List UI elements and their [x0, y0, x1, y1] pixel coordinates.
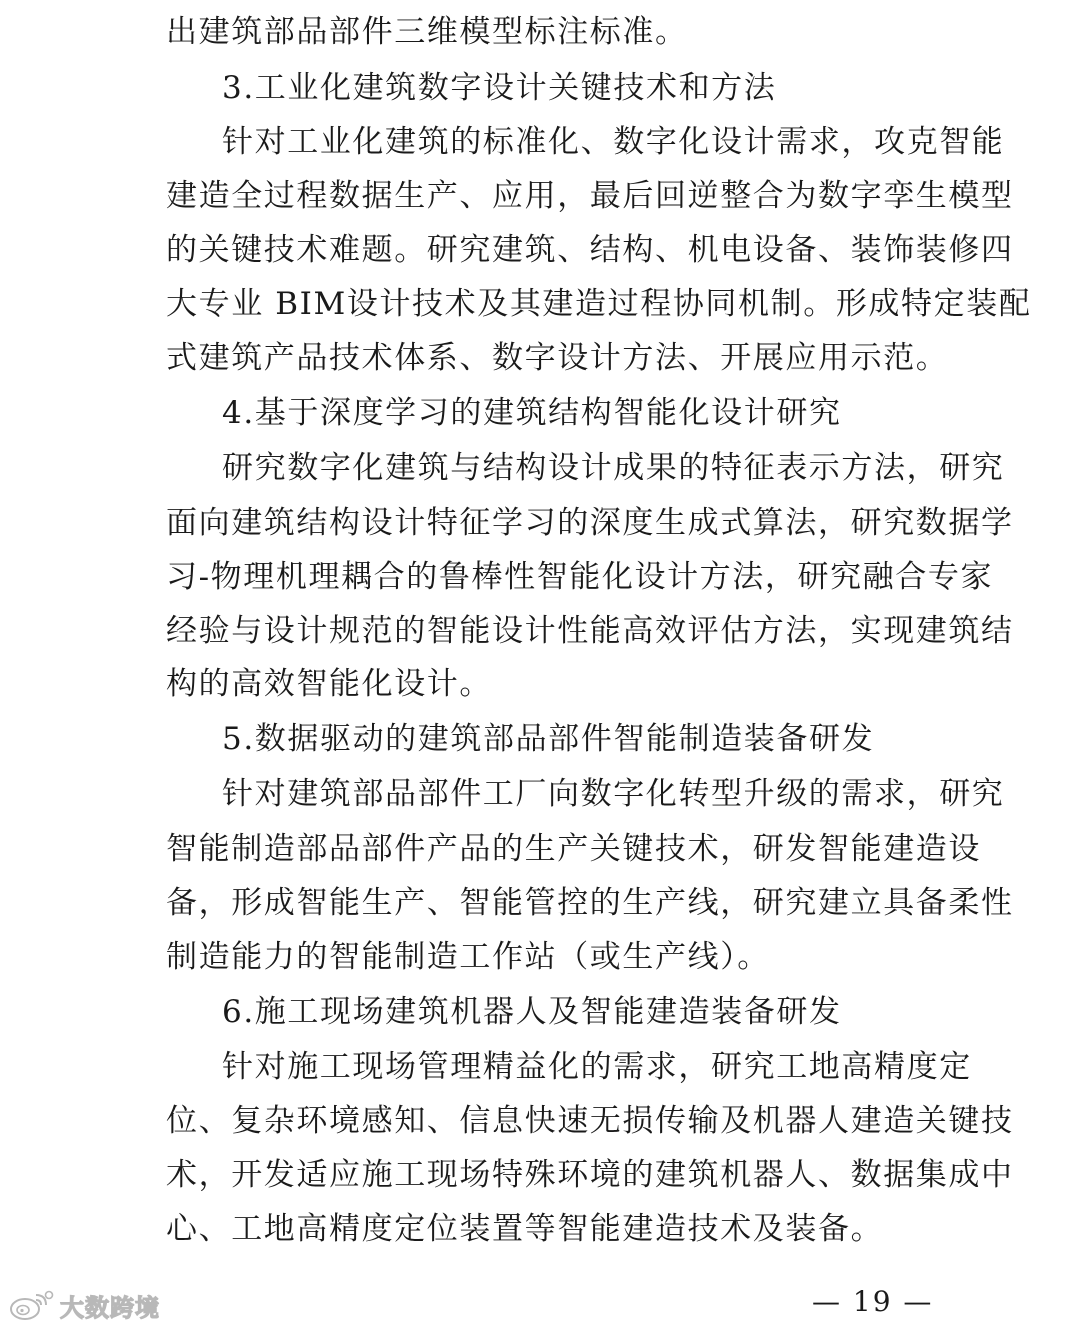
text-line: 针对施工现场管理精益化的需求，研究工地高精度定 [222, 1049, 972, 1085]
text-line: 面向建筑结构设计特征学习的深度生成式算法，研究数据学 [166, 505, 1014, 541]
text-line: 式建筑产品技术体系、数字设计方法、开展应用示范。 [166, 340, 949, 376]
text-line: 针对工业化建筑的标准化、数字化设计需求，攻克智能 [222, 124, 1005, 160]
text-line: 的关键技术难题。研究建筑、结构、机电设备、装饰装修四 [166, 232, 1014, 268]
section-heading-6: 6.施工现场建筑机器人及智能建造装备研发 [222, 994, 842, 1030]
section-heading-4: 4.基于深度学习的建筑结构智能化设计研究 [222, 395, 842, 431]
text-line: 制造能力的智能制造工作站（或生产线）。 [166, 939, 770, 975]
text-line: 针对建筑部品部件工厂向数字化转型升级的需求，研究 [222, 776, 1005, 812]
text-line: 习-物理机理耦合的鲁棒性智能化设计方法，研究融合专家 [166, 559, 994, 595]
text-line: 位、复杂环境感知、信息快速无损传输及机器人建造关键技 [166, 1103, 1014, 1139]
watermark-text: 大数跨境 [60, 1293, 160, 1322]
text-line: 构的高效智能化设计。 [166, 666, 492, 702]
text-line: 备，形成智能生产、智能管控的生产线，研究建立具备柔性 [166, 885, 1014, 921]
text-line: 大专业 BIM设计技术及其建造过程协同机制。形成特定装配 [166, 286, 1032, 322]
text-line: 经验与设计规范的智能设计性能高效评估方法，实现建筑结 [166, 613, 1014, 649]
text-line: 建造全过程数据生产、应用，最后回逆整合为数字孪生模型 [166, 178, 1014, 214]
text-line: 心、工地高精度定位装置等智能建造技术及装备。 [166, 1211, 884, 1247]
text-line: 术，开发适应施工现场特殊环境的建筑机器人、数据集成中 [166, 1157, 1014, 1193]
text-line: 研究数字化建筑与结构设计成果的特征表示方法，研究 [222, 450, 1005, 486]
page-number: — 19 — [812, 1285, 934, 1318]
section-heading-5: 5.数据驱动的建筑部品部件智能制造装备研发 [222, 721, 875, 757]
section-heading-3: 3.工业化建筑数字设计关键技术和方法 [222, 70, 777, 106]
watermark [8, 1288, 160, 1322]
text-line: 智能制造部品部件产品的生产关键技术，研发智能建造设 [166, 831, 981, 867]
weibo-logo-icon [8, 1289, 54, 1321]
text-line: 出建筑部品部件三维模型标注标准。 [166, 14, 688, 50]
